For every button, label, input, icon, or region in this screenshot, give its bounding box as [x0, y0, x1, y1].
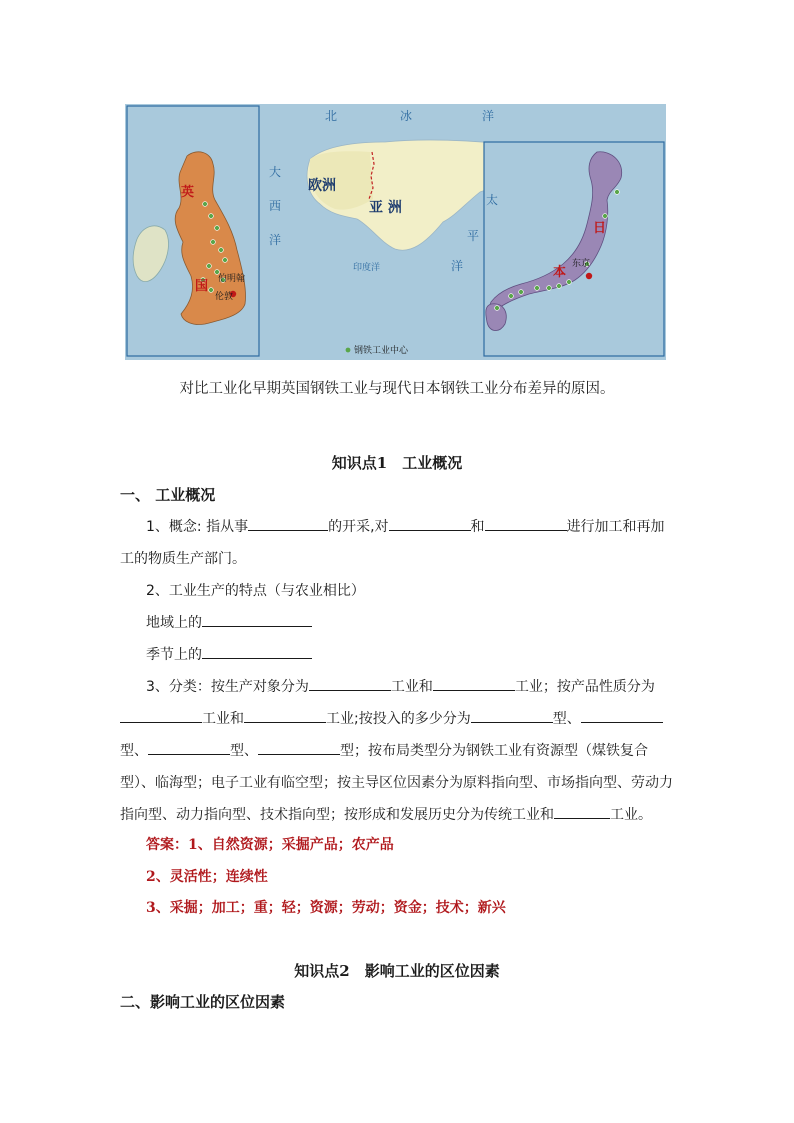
features-line-b	[146, 644, 312, 664]
japan-label-2: 本	[553, 265, 567, 280]
answer-line-3: 3、采掘；加工；重；轻；资源；劳动；资金；技术；新兴	[146, 900, 506, 916]
indian-ocean-label: 印度洋	[353, 263, 381, 273]
classify-text: 工业。	[610, 807, 652, 823]
classify-text: 指向型、动力指向型、技术指向型；按形成和发展历史分为传统工业和	[120, 807, 554, 823]
features-title: 2、工业生产的特点（与农业相比）	[146, 583, 365, 599]
pacific-label-1: 太	[486, 193, 499, 207]
japan-inset-frame	[484, 142, 664, 356]
classify-text: 型；按布局类型分为钢铁工业有资源型（煤铁复合	[340, 743, 648, 759]
classify-text: 工业；按产品性质分为	[514, 679, 655, 695]
answer-line-1: 答案：1、自然资源；采掘产品；农产品	[146, 837, 394, 853]
pacific-label-3: 洋	[451, 259, 464, 273]
blank[interactable]	[581, 708, 663, 723]
map-caption: 对比工业化早期英国钢铁工业与现代日本钢铁工业分布差异的原因。	[179, 381, 615, 397]
classify-text: 3、分类：按生产对象分为	[146, 679, 309, 695]
features-text-a: 地域上的	[146, 615, 202, 631]
blank[interactable]	[554, 804, 610, 819]
classify-text: 型、	[552, 711, 581, 727]
blank[interactable]	[202, 644, 312, 659]
topic2-title: 知识点2 影响工业的区位因素	[294, 962, 500, 980]
atlantic-label-3: 洋	[269, 233, 282, 247]
blank[interactable]	[248, 516, 328, 531]
topic2-section: 二、影响工业的区位因素	[120, 993, 286, 1011]
blank[interactable]	[202, 612, 312, 627]
tokyo-label: 东京	[572, 259, 591, 269]
answer-line-2: 2、灵活性；连续性	[146, 869, 268, 885]
blank[interactable]	[433, 676, 515, 691]
uk-label-1: 英	[181, 185, 195, 200]
classify-text: 型、	[230, 743, 258, 759]
blank[interactable]	[485, 516, 567, 531]
blank[interactable]	[120, 708, 202, 723]
atlantic-label-1: 大	[269, 165, 282, 179]
features-line-a	[146, 612, 312, 632]
concept-text-b: 的开采,对	[328, 519, 389, 535]
blank[interactable]	[148, 740, 230, 755]
blank[interactable]	[309, 676, 391, 691]
classify-line-3	[120, 740, 648, 760]
legend-label: 钢铁工业中心	[354, 346, 409, 356]
london-label: 伦敦	[215, 292, 234, 302]
classify-text: 工业和	[390, 679, 433, 695]
concept-text-d: 进行加工和再加	[566, 519, 665, 535]
concept-line	[146, 516, 665, 536]
concept-text-a: 1、概念: 指从事	[146, 519, 249, 535]
topic1-title: 知识点1 工业概况	[331, 454, 463, 472]
atlantic-label-2: 西	[269, 199, 282, 213]
blank[interactable]	[389, 516, 471, 531]
asia-label: 亚 洲	[369, 200, 402, 216]
birmingham-label: 伯明翰	[218, 274, 246, 284]
legend-dot	[346, 348, 351, 353]
pacific-label-2: 平	[467, 229, 480, 243]
steel-industry-map	[125, 104, 666, 360]
europe-label: 欧洲	[308, 178, 336, 194]
classify-line-4: 型）、临海型；电子工业有临空型；按主导区位因素分为原料指向型、市场指向型、劳动力	[120, 775, 673, 791]
concept-line-2: 工的物质生产部门。	[120, 551, 246, 567]
ocean-label-ice: 冰	[400, 109, 413, 123]
blank[interactable]	[471, 708, 553, 723]
features-text-b: 季节上的	[146, 647, 202, 663]
tokyo-capital-marker	[586, 273, 592, 279]
japan-label-1: 日	[593, 221, 607, 236]
topic1-section: 一、 工业概况	[120, 486, 216, 504]
classify-line-1	[146, 676, 655, 696]
classify-line-2	[120, 708, 663, 728]
ocean-label-north: 北	[325, 109, 338, 123]
blank[interactable]	[244, 708, 326, 723]
concept-text-c: 和	[470, 519, 485, 535]
classify-text: 工业和	[202, 711, 244, 727]
classify-line-5	[120, 804, 652, 824]
classify-text: 工业;按投入的多少分为	[326, 711, 471, 727]
classify-text: 型、	[120, 743, 148, 759]
uk-label-2: 国	[195, 279, 209, 294]
blank[interactable]	[258, 740, 340, 755]
ocean-label-sea: 洋	[482, 109, 495, 123]
